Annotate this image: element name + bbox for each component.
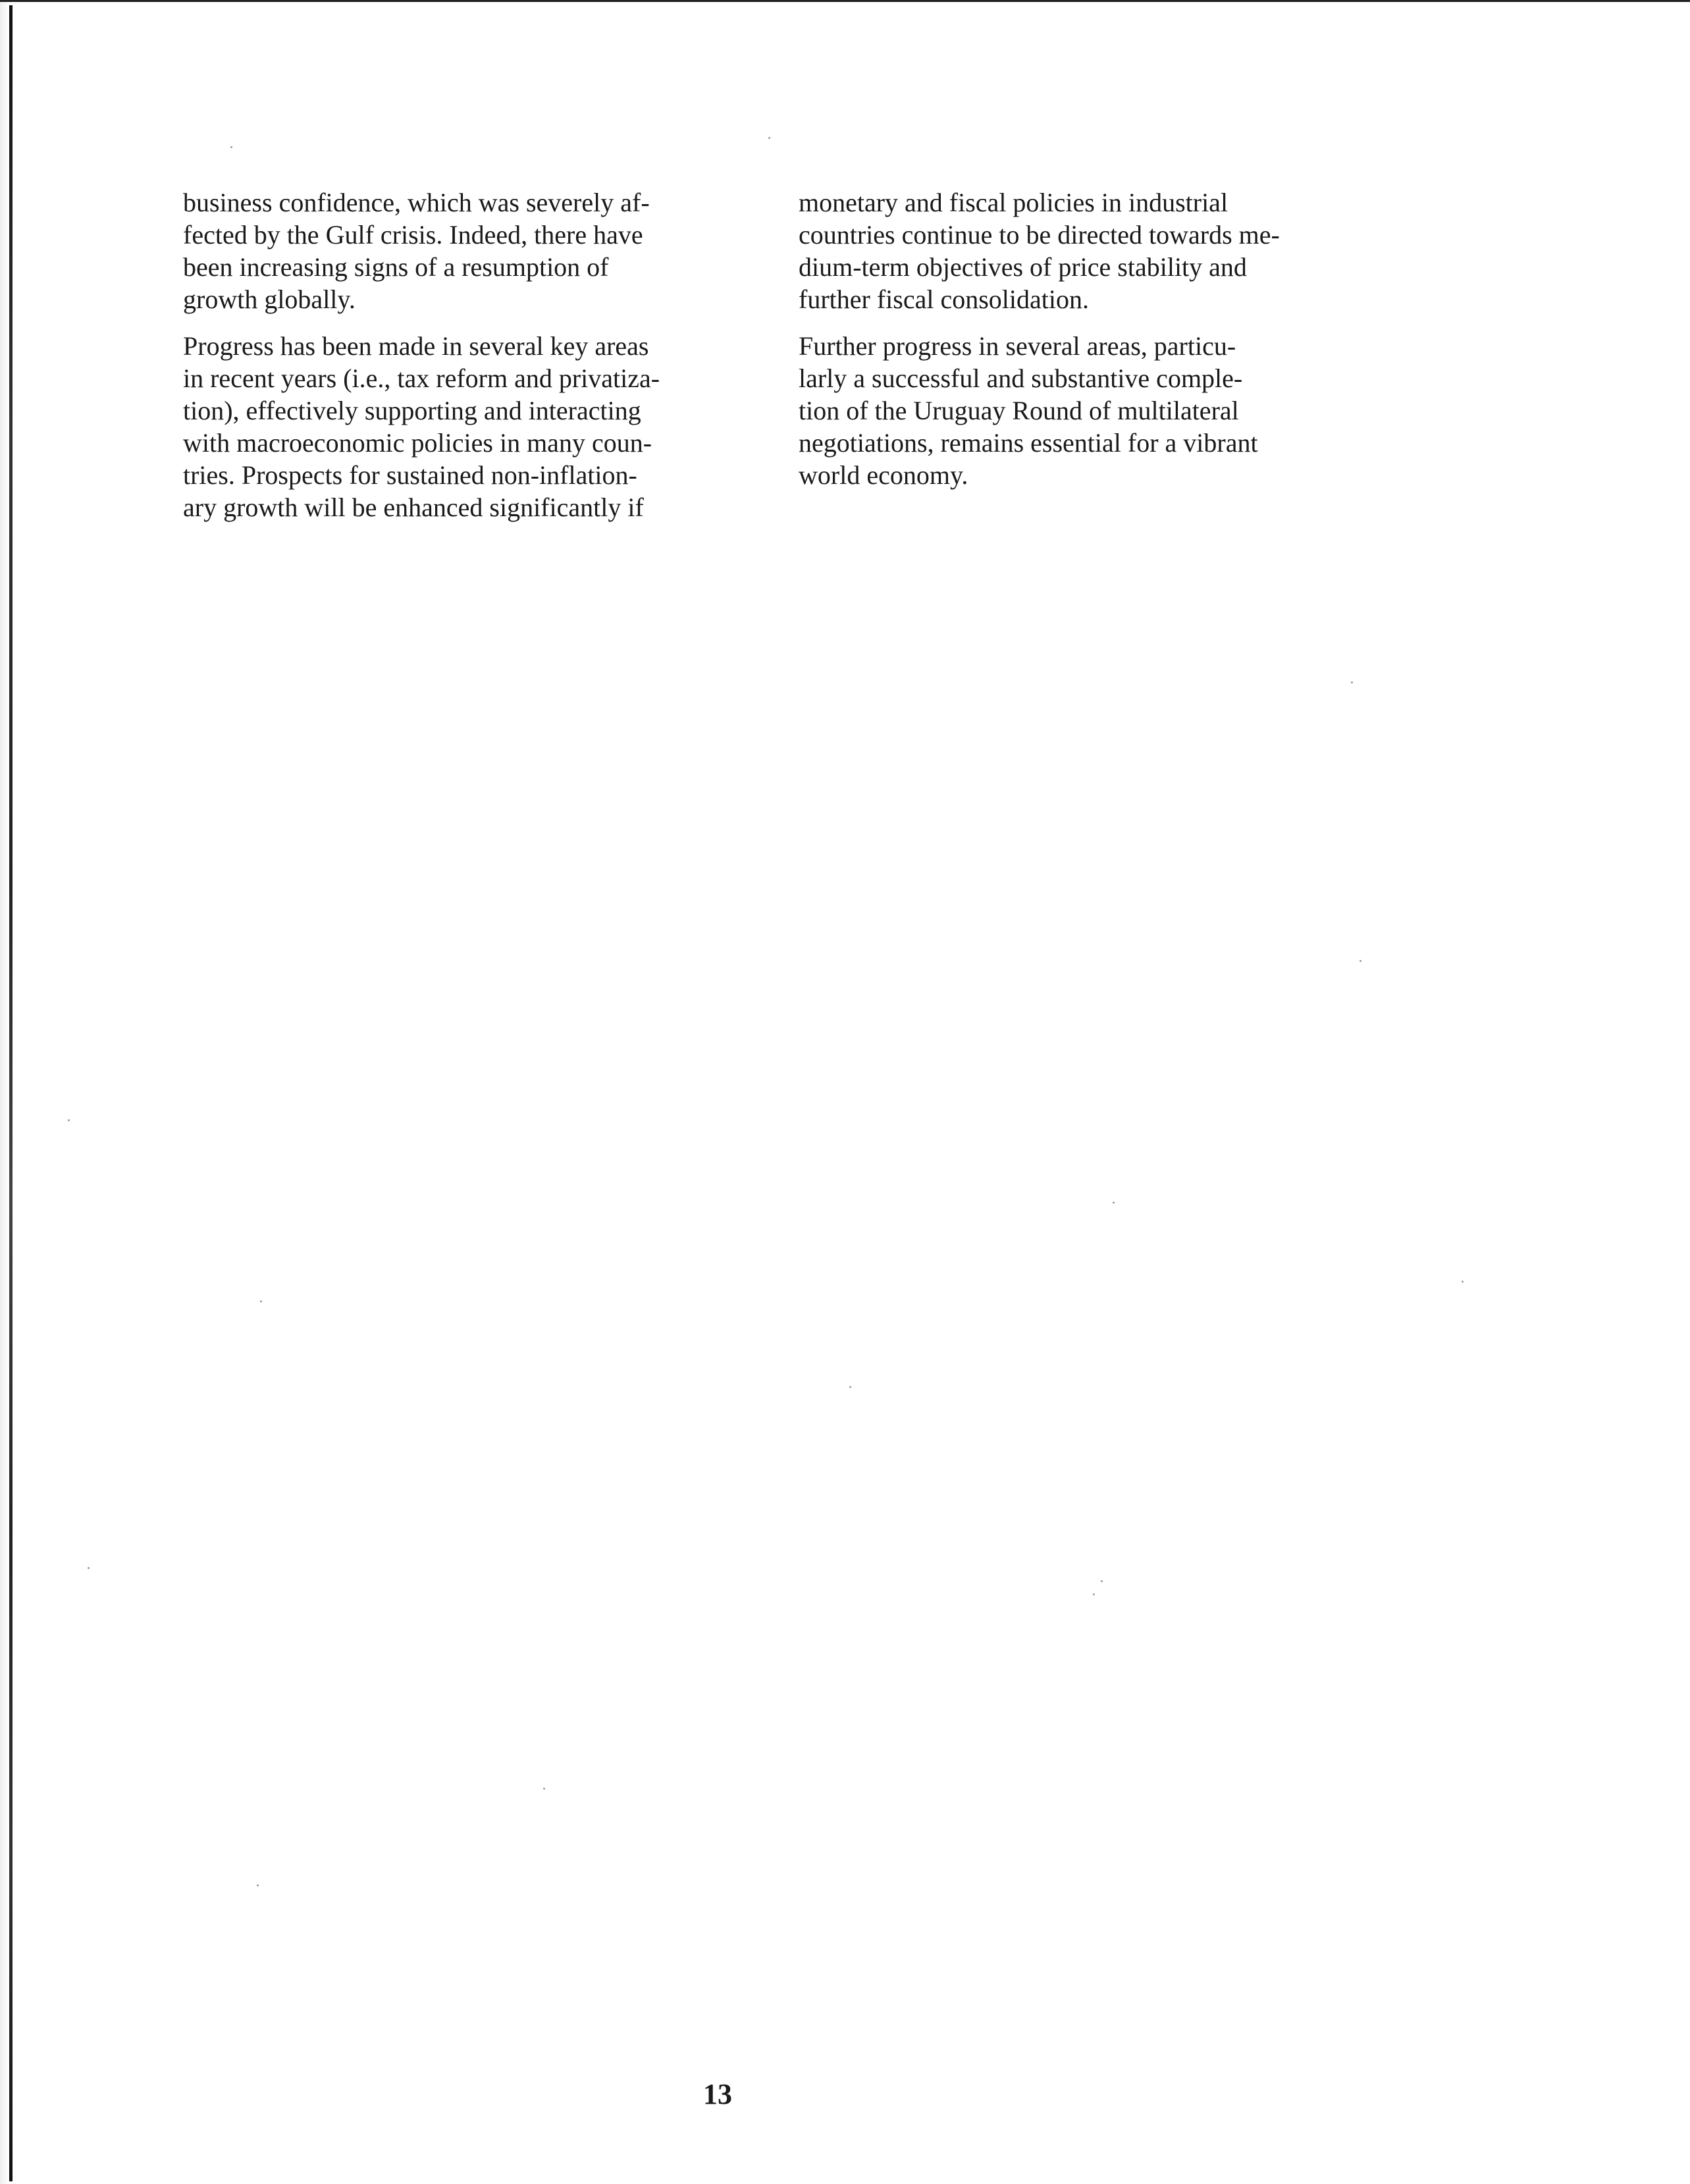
text-line: larly a successful and substantive comple- — [799, 363, 1243, 393]
left-paragraph-1 — [183, 186, 710, 315]
text-line: in recent years (i.e., tax reform and privatiza- — [183, 363, 660, 393]
text-line: monetary and fiscal policies in industrial — [799, 188, 1228, 217]
scan-speck — [543, 1788, 545, 1790]
left-paragraph-2 — [183, 330, 710, 523]
scan-speck — [768, 137, 770, 139]
text-line: tion), effectively supporting and interacting — [183, 396, 641, 425]
text-line: tries. Prospects for sustained non-inflation- — [183, 460, 637, 490]
text-line: been increasing signs of a resumption of — [183, 252, 609, 282]
scan-speck — [1101, 1580, 1103, 1582]
right-paragraph-2 — [799, 330, 1325, 491]
scan-top-rule — [0, 0, 1690, 2]
scan-binding-edge — [9, 5, 13, 2181]
scan-speck — [1360, 960, 1361, 962]
text-line: countries continue to be directed towards me- — [799, 220, 1280, 250]
text-line: Progress has been made in several key areas — [183, 331, 649, 361]
text-line: with macroeconomic policies in many coun- — [183, 428, 652, 458]
right-paragraph-1 — [799, 186, 1325, 315]
scan-binding-shadow — [0, 0, 9, 2184]
text-line: fected by the Gulf crisis. Indeed, there have — [183, 220, 643, 250]
scan-speck — [257, 1884, 259, 1886]
text-line: business confidence, which was severely af- — [183, 188, 650, 217]
scan-speck — [1093, 1593, 1095, 1595]
left-column — [183, 186, 710, 538]
text-line: world economy. — [799, 460, 968, 490]
text-line: growth globally. — [183, 284, 356, 314]
text-line: negotiations, remains essential for a vibrant — [799, 428, 1258, 458]
text-line: tion of the Uruguay Round of multilateral — [799, 396, 1239, 425]
scan-speck — [260, 1300, 262, 1302]
scan-speck — [1462, 1281, 1464, 1283]
scan-speck — [1113, 1202, 1115, 1204]
text-line: ary growth will be enhanced significantly if — [183, 493, 644, 522]
text-line: Further progress in several areas, particu- — [799, 331, 1236, 361]
text-line: further fiscal consolidation. — [799, 284, 1089, 314]
scan-speck — [68, 1119, 70, 1121]
text-line: dium-term objectives of price stability and — [799, 252, 1247, 282]
scan-speck — [1351, 681, 1353, 683]
right-column — [799, 186, 1325, 506]
page-number: 13 — [703, 2078, 732, 2110]
scan-speck — [849, 1386, 851, 1388]
scan-speck — [230, 146, 232, 148]
scan-speck — [88, 1567, 90, 1569]
